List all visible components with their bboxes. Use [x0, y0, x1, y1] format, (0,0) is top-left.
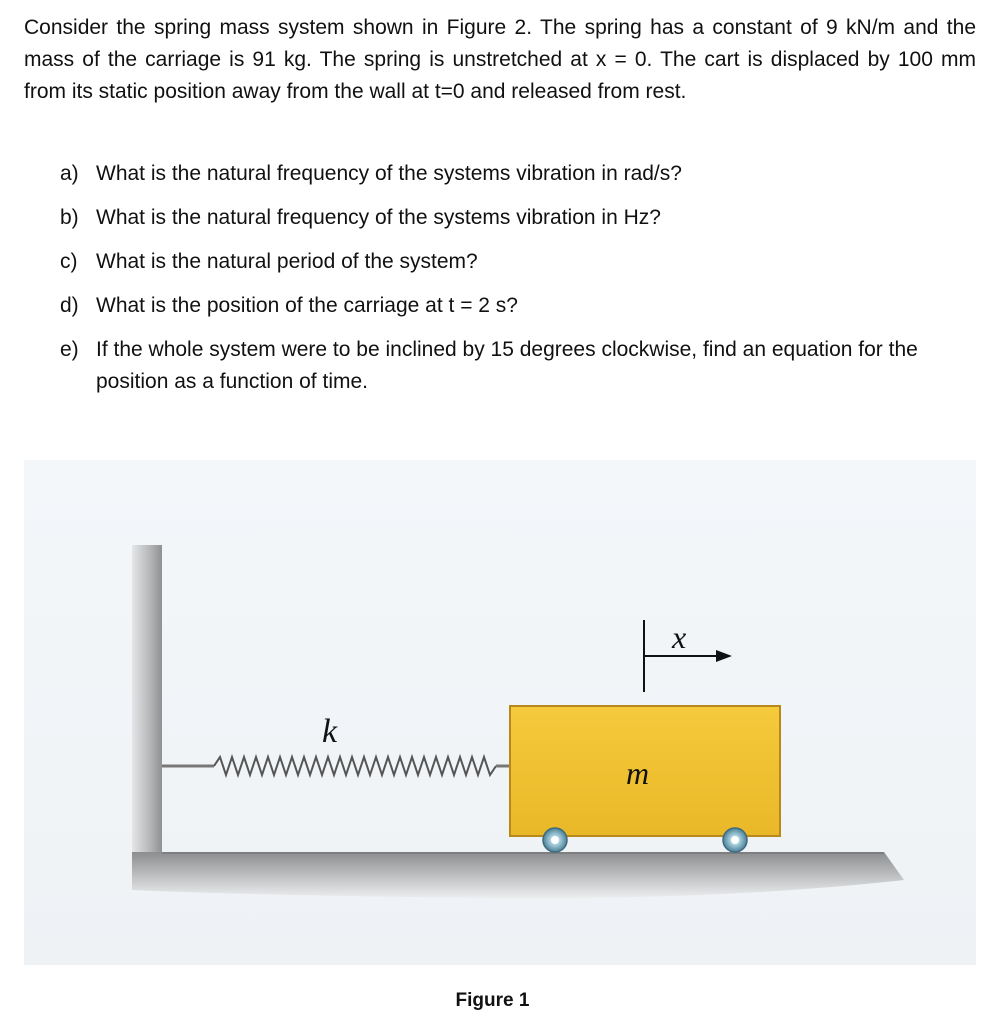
spring-mass-figure [24, 460, 976, 965]
question-b [60, 202, 976, 234]
question-text: If the whole system were to be inclined by 15 degrees clockwise, find an equation for the position as a function of time. [96, 338, 918, 393]
question-marker: b) [60, 206, 79, 229]
question-text: What is the natural period of the system? [96, 250, 478, 273]
cart-wheel-right-hub [731, 836, 739, 844]
question-list [60, 158, 976, 410]
question-marker: d) [60, 294, 79, 317]
question-c [60, 246, 976, 278]
question-marker: e) [60, 338, 79, 361]
cart-wheel-left-hub [551, 836, 559, 844]
question-text: What is the position of the carriage at t = 2 s? [96, 294, 518, 317]
question-a [60, 158, 976, 190]
question-text: What is the natural frequency of the systems vibration in rad/s? [96, 162, 682, 185]
problem-statement: Consider the spring mass system shown in Figure 2. The spring has a constant of 9 kN/m and the mass of the carriage is 91 kg. The spring is unstretched at x = 0. The cart is displaced by 100 mm from its static position away from the wall at t=0 and released from rest. [24, 16, 976, 103]
figure-caption: Figure 1 [455, 990, 530, 1011]
mass-label: m [626, 755, 650, 791]
question-d [60, 290, 976, 322]
question-marker: c) [60, 250, 78, 273]
wall [132, 545, 162, 855]
question-marker: a) [60, 162, 79, 185]
question-e [60, 334, 976, 398]
question-text: What is the natural frequency of the systems vibration in Hz? [96, 206, 661, 229]
spring-label: k [322, 713, 338, 750]
x-axis-label: x [672, 619, 687, 655]
